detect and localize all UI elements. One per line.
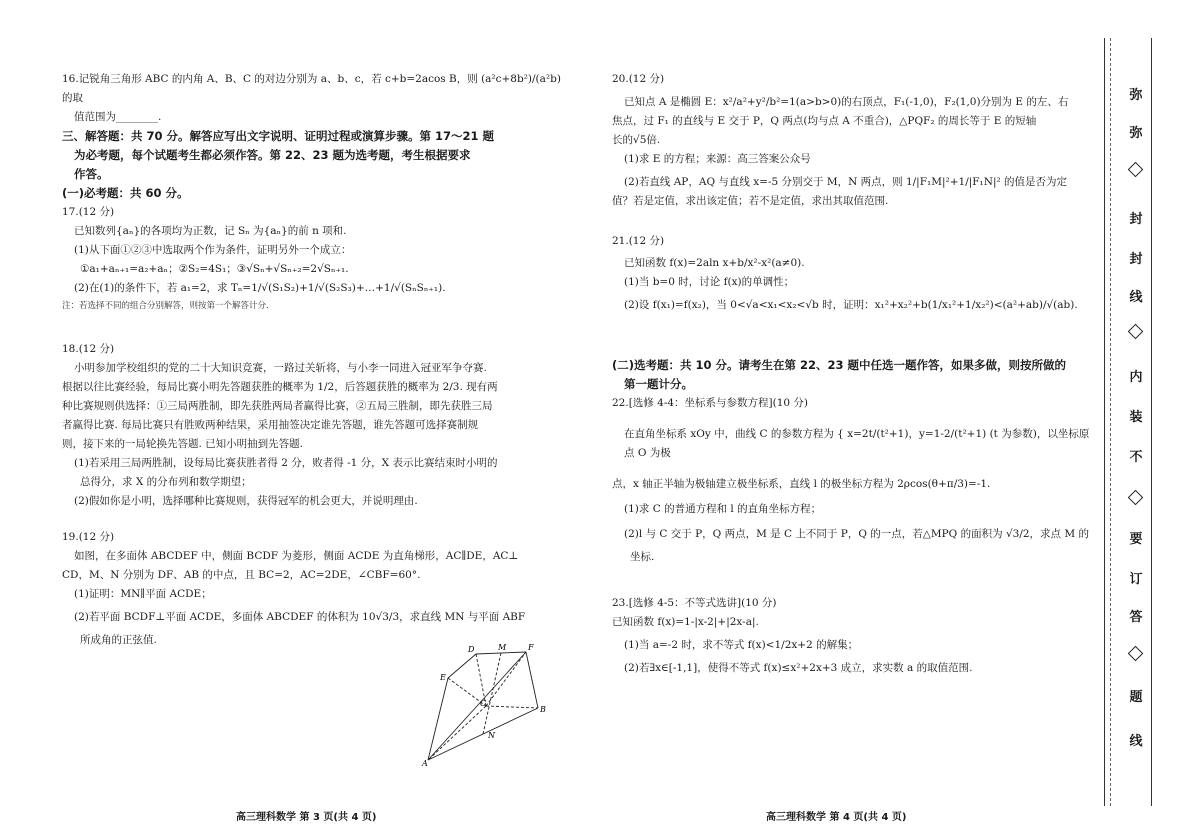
q18-line: 者赢得比赛. 每局比赛只有胜败两种结果，采用抽签决定谁先答题，谁先答题可选择赛制规 <box>62 419 479 431</box>
q17-line: (1)从下面①②③中选取两个作为条件，证明另外一个成立： <box>74 244 352 256</box>
q21-line: (2)设 f(x₁)=f(x₂)，当 0<√a<x₁<x₂<√b 时，证明：x₁²+x₂²+b(1/x₁²+1/x₂²)<(a²+ab)/√(ab). <box>624 299 1078 311</box>
q18-line: 小明参加学校组织的党的二十大知识竞赛，一路过关斩将，与小李一同进入冠亚军争夺赛. <box>74 362 487 374</box>
q16-line: 16.记锐角三角形 ABC 的内角 A、B、C 的对边分别为 a、b、c，若 c+b=2acos B，则 (a²c+8b²)/(a²b) 的取 <box>62 73 561 104</box>
section-b-line: 第一题计分。 <box>624 377 693 391</box>
fig-label-b: B <box>540 705 546 714</box>
question-16 <box>62 70 562 127</box>
binding-char: 封 <box>1129 252 1143 267</box>
binding-char: 不 <box>1129 450 1143 465</box>
q19-line: 所成角的正弦值. <box>80 634 157 646</box>
right-page <box>612 70 1092 211</box>
q22-line: 点，x 轴正半轴为极轴建立极坐标系，直线 l 的极坐标方程为 2ρcos(θ+π/3)=-1. <box>612 478 991 490</box>
q18-line: 总得分，求 X 的分布列和数学期望； <box>80 476 252 488</box>
binding-dashed-line <box>1110 38 1111 806</box>
binding-char: 题 <box>1129 690 1143 705</box>
q23-line: 23.[选修 4-5：不等式选讲](10 分) <box>612 597 777 609</box>
sec3-line: 作答。 <box>74 167 109 181</box>
binding-char: 弥 <box>1129 88 1143 103</box>
q22-line: (1)求 C 的普通方程和 l 的直角坐标方程； <box>624 503 822 515</box>
sec3-line: 三、解答题：共 70 分。解答应写出文字说明、证明过程或演算步骤。第 17～21 题 <box>62 129 495 143</box>
q18-line: 则，接下来的一局轮换先答题. 已知小明抽到先答题. <box>62 438 304 450</box>
binding-char: 订 <box>1129 572 1143 587</box>
q20-line: 值？若是定值，求出该定值；若不是定值，求出其取值范围. <box>612 195 889 207</box>
left-page <box>62 70 562 314</box>
q20-line: 20.(12 分) <box>612 73 665 85</box>
q22-line: 在直角坐标系 xOy 中，曲线 C 的参数方程为 { x=2t/(t²+1)，y=1-2/(t²+1) (t 为参数)，以坐标原点 O 为极 <box>624 428 1090 459</box>
q18-line: (2)假如你是小明，选择哪种比赛规则，获得冠军的机会更大，并说明理由. <box>74 495 418 507</box>
q20-line: 已知点 A 是椭圆 E：x²/a²+y²/b²=1(a>b>0)的右顶点，F₁(-1,0)，F₂(1,0)分别为 E 的左、右 <box>624 96 1069 108</box>
question-22 <box>612 394 1092 567</box>
q20-line: (2)若直线 AP，AQ 与直线 x=-5 分别交于 M，N 两点，则 1/|F₁M|²+1/|F₁N|² 的值是否为定 <box>624 176 1068 188</box>
q22-line: 22.[选修 4-4：坐标系与参数方程](10 分) <box>612 397 809 409</box>
q23-line: 已知函数 f(x)=1-|x-2|+|2x-a|. <box>612 616 759 628</box>
binding-char: 弥 <box>1129 126 1143 141</box>
q17-line: 17.(12 分) <box>62 206 115 218</box>
q19-line: (1)证明：MN∥平面 ACDE； <box>74 588 212 600</box>
q22-line: 坐标. <box>630 551 655 563</box>
question-23 <box>612 594 1092 678</box>
q16-line: 值范围为________. <box>74 111 162 123</box>
q18-line: 根据以往比赛经验，每局比赛小明先答题获胜的概率为 1/2，后答题获胜的概率为 2/3. 现有两 <box>62 381 498 393</box>
q21-line: 21.(12 分) <box>612 235 665 247</box>
q17-line: (2)在(1)的条件下，若 a₁=2，求 Tₙ=1/√(S₁S₂)+1/√(S₂S₃)+…+1/√(SₙSₙ₊₁). <box>74 282 446 294</box>
q19-line: (2)若平面 BCDF⊥平面 ACDE，多面体 ABCDEF 的体积为 10√3/3，求直线 MN 与平面 ABF <box>74 611 526 623</box>
page-footer-left: 高三理科数学 第 3 页(共 4 页) <box>236 812 377 823</box>
section-b-heading <box>612 356 1092 394</box>
section-3-heading <box>62 127 562 203</box>
q23-line: (1)当 a=-2 时，求不等式 f(x)<1/2x+2 的解集； <box>624 639 859 651</box>
fig-label-n: N <box>488 731 495 740</box>
binding-char: 线 <box>1129 734 1143 749</box>
q18-line: (1)若采用三局两胜制，设每局比赛获胜者得 2 分，败者得 -1 分，X 表示比赛结束时小明的 <box>74 457 498 469</box>
q22-line: (2)l 与 C 交于 P，Q 两点，M 是 C 上不同于 P，Q 的一点，若△MPQ 的面积为 √3/2，求点 M 的 <box>624 528 1089 540</box>
q17-line: 已知数列{aₙ}的各项均为正数，记 Sₙ 为{aₙ}的前 n 项和. <box>74 225 347 237</box>
q20-line: 焦点，过 F₁ 的直线与 E 交于 P，Q 两点(均与点 A 不重合)，△PQF₂ 的周长等于 E 的短轴 <box>612 115 1037 127</box>
question-18 <box>62 340 562 511</box>
q17-note: 注：若选择不同的组合分别解答，则按第一个解答计分. <box>62 301 269 311</box>
fig-label-a: A <box>422 759 428 768</box>
question-19 <box>62 528 562 650</box>
q18-line: 种比赛规则供选择：①三局两胜制，即先获胜两局者赢得比赛，②五局三胜制，即先获胜三局 <box>62 400 493 412</box>
binding-char: 封 <box>1129 212 1143 227</box>
fig-label-c: C <box>480 699 487 708</box>
fig-label-m: M <box>498 643 507 652</box>
binding-char: 答 <box>1129 610 1143 625</box>
binding-char: 装 <box>1129 410 1143 425</box>
binding-char: 线 <box>1129 290 1143 305</box>
binding-char: 要 <box>1129 532 1143 547</box>
fig-label-d: D <box>468 645 475 654</box>
fig-label-e: E <box>440 673 446 682</box>
q20-line: (1)求 E 的方程；来源：高三答案公众号 <box>624 153 811 165</box>
section-b-line: (二)选考题：共 10 分。请考生在第 22、23 题中任选一题作答，如果多做，则按所做的 <box>612 358 1067 372</box>
q21-line: (1)当 b=0 时，讨论 f(x)的单调性； <box>624 276 795 288</box>
question-20 <box>612 70 1092 211</box>
sec3-line: 为必考题，每个试题考生都必须作答。第 22、23 题为选考题，考生根据要求 <box>74 148 471 162</box>
binding-char: 内 <box>1129 370 1143 385</box>
section-a-heading: (一)必考题：共 60 分。 <box>62 186 189 200</box>
q19-line: 如图，在多面体 ABCDEF 中，侧面 BCDF 为菱形，侧面 ACDE 为直角梯形，AC∥DE，AC⊥ <box>74 550 519 562</box>
q18-line: 18.(12 分) <box>62 343 115 355</box>
q21-line: 已知函数 f(x)=2aln x+b/x²-x²(a≠0). <box>624 257 805 269</box>
q23-line: (2)若∃x∈[-1,1]，使得不等式 f(x)≤x²+2x+3 成立，求实数 a 的取值范围. <box>624 662 973 674</box>
q19-line: 19.(12 分) <box>62 531 115 543</box>
question-21 <box>612 232 1092 315</box>
q20-line: 长的√5倍. <box>612 134 661 146</box>
question-17 <box>62 203 562 314</box>
polyhedron-figure <box>418 640 558 768</box>
q19-line: CD，M、N 分别为 DF、AB 的中点，且 BC=2，AC=2DE，∠CBF=60°. <box>62 569 421 581</box>
q17-line: ①a₁+aₙ₊₁=a₂+aₙ；②S₂=4S₁；③√Sₙ+√Sₙ₊₂=2√Sₙ₊₁. <box>80 263 349 275</box>
page-footer-right: 高三理科数学 第 4 页(共 4 页) <box>766 812 907 823</box>
fig-label-f: F <box>528 643 534 652</box>
